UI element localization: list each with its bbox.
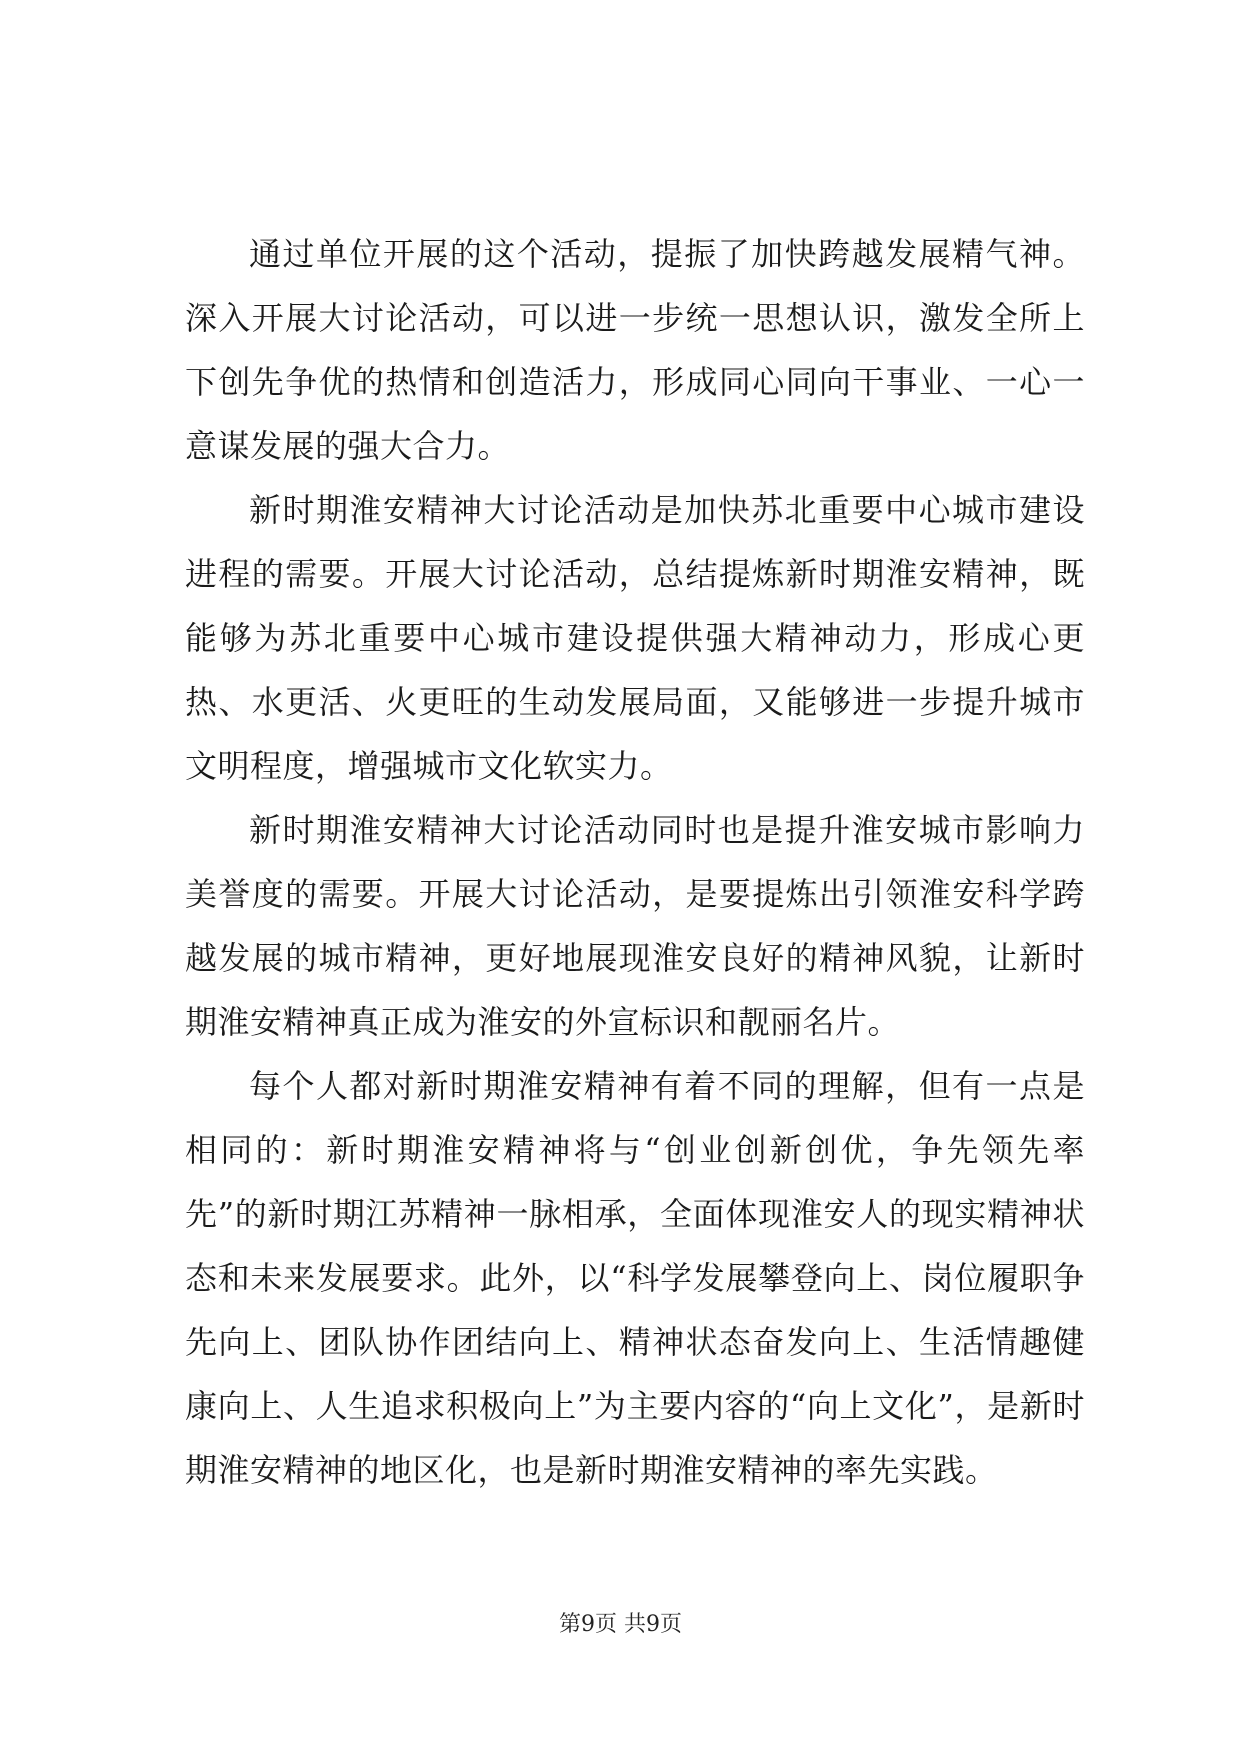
page-number-footer: 第9页 共9页 [559, 1612, 682, 1637]
paragraph-4: 每个人都对新时期淮安精神有着不同的理解，但有一点是相同的：新时期淮安精神将与“创业创新创优，争先领先率先”的新时期江苏精神一脉相承，全面体现淮安人的现实精神状态和未来发展要求。此外，以“科学发展攀登向上、岗位履职争先向上、团队协作团结向上、精神状态奋发向上、生活情趣健康向上、人生追求积极向上”为主要内容的“向上文化”，是新时期淮安精神的地区化，也是新时期淮安精神的率先实践。 [185, 1067, 1085, 1489]
paragraph-1: 通过单位开展的这个活动，提振了加快跨越发展精气神。深入开展大讨论活动，可以进一步统一思想认识，激发全所上下创先争优的热情和创造活力，形成同心同向干事业、一心一意谋发展的强大合力。 [185, 235, 1085, 465]
paragraph-2: 新时期淮安精神大讨论活动是加快苏北重要中心城市建设进程的需要。开展大讨论活动，总结提炼新时期淮安精神，既能够为苏北重要中心城市建设提供强大精神动力，形成心更热、水更活、火更旺的生动发展局面，又能够进一步提升城市文明程度，增强城市文化软实力。 [185, 491, 1085, 785]
paragraph-3: 新时期淮安精神大讨论活动同时也是提升淮安城市影响力美誉度的需要。开展大讨论活动，是要提炼出引领淮安科学跨越发展的城市精神，更好地展现淮安良好的精神风貌，让新时期淮安精神真正成为淮安的外宣标识和靓丽名片。 [185, 811, 1085, 1041]
document-body [185, 222, 1085, 1502]
